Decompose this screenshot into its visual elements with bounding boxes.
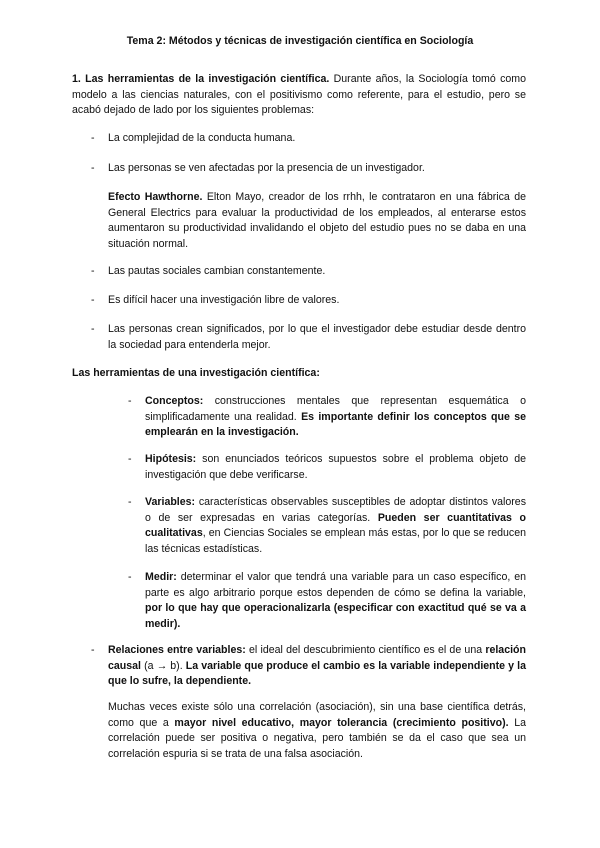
bullet-dash: - (91, 644, 95, 656)
section-1-paragraph (72, 72, 526, 119)
bullet-dash: - (91, 132, 95, 144)
problem-item: Las personas crean significados, por lo que el investigador debe estudiar desde dentro la sociedad para entenderla mejor. (108, 323, 526, 351)
section-1-heading: 1. Las herramientas de la investigación científica. (72, 73, 330, 85)
tool-term: Conceptos: (145, 395, 204, 407)
correlacion-paragraph: Muchas veces existe sólo una correlación (asociación), sin una base científica detrás, como que a mayor nivel educativo, mayor tolerancia (crecimiento positivo). La correlación puede ser positiva o negativa, pero también se da el caso que sea un correlación espuria si se trata de una falsa asociación. (108, 701, 526, 760)
hawthorne-term: Efecto Hawthorne. (108, 191, 203, 203)
sub-bullet-dash: - (128, 453, 132, 465)
tool-term: Hipótesis: (145, 453, 197, 465)
relaciones-term: Relaciones entre variables: (108, 644, 246, 656)
tool-conceptos: Conceptos: construcciones mentales que representan esquemática o simplificadamente una realidad. Es importante definir los conceptos que se emplearán en la investigación. (145, 395, 526, 439)
relaciones-paragraph: Relaciones entre variables: el ideal del descubrimiento científico es el de una relación causal (a → b). La variable que produce el cambio es la variable independiente y la que lo sufre, la dependiente. (108, 644, 526, 688)
tools-heading: Las herramientas de una investigación científica: (72, 367, 320, 379)
tool-variables: Variables: características observables susceptibles de adoptar distintos valores o de ser expresadas en varias categorías. Pueden ser cuantitativas o cualitativas, en Ciencias Sociales se emplean más estas, por lo que se reducen las técnicas estadísticas. (145, 496, 527, 555)
problem-item: Es difícil hacer una investigación libre de valores. (108, 294, 340, 306)
bullet-dash: - (91, 265, 95, 277)
hawthorne-text: Elton Mayo, creador de los rrhh, le contrataron en una fábrica de General Electrics para evaluar la productividad de los empleados, al enterarse estos aumentaron su productividad invalidando el objeto del estudio pues no se daba en una situación normal. (108, 191, 526, 250)
tool-term: Medir: (145, 571, 177, 583)
bullet-dash: - (91, 162, 95, 174)
bullet-dash: - (91, 323, 95, 335)
section-1-intro: Durante años, la Sociología tomó como modelo a las ciencias naturales, con el positivismo como referente, para el estudio, pero se acabó dejado de lado por los siguientes problemas: (72, 73, 526, 117)
tool-hipotesis: Hipótesis: son enunciados teóricos supuestos sobre el problema objeto de investigación que debe verificarse. (145, 453, 526, 481)
bullet-dash: - (91, 294, 95, 306)
problem-item: Las pautas sociales cambian constantemente. (108, 265, 326, 277)
problem-item: Las personas se ven afectadas por la presencia de un investigador. (108, 162, 425, 174)
page-title: Tema 2: Métodos y técnicas de investigación científica en Sociología (126, 35, 474, 47)
tool-term: Variables: (145, 496, 196, 508)
tool-medir: Medir: determinar el valor que tendrá una variable para un caso específico, en parte es algo arbitrario porque estos dependen de cómo se defina la variable, por lo que hay que operacionalizarla (especificar con exactitud qué se va a medir). (145, 571, 526, 630)
sub-bullet-dash: - (128, 571, 132, 583)
problem-item: La complejidad de la conducta humana. (108, 132, 296, 144)
sub-bullet-dash: - (128, 496, 132, 508)
sub-bullet-dash: - (128, 395, 132, 407)
hawthorne-paragraph (108, 190, 526, 252)
